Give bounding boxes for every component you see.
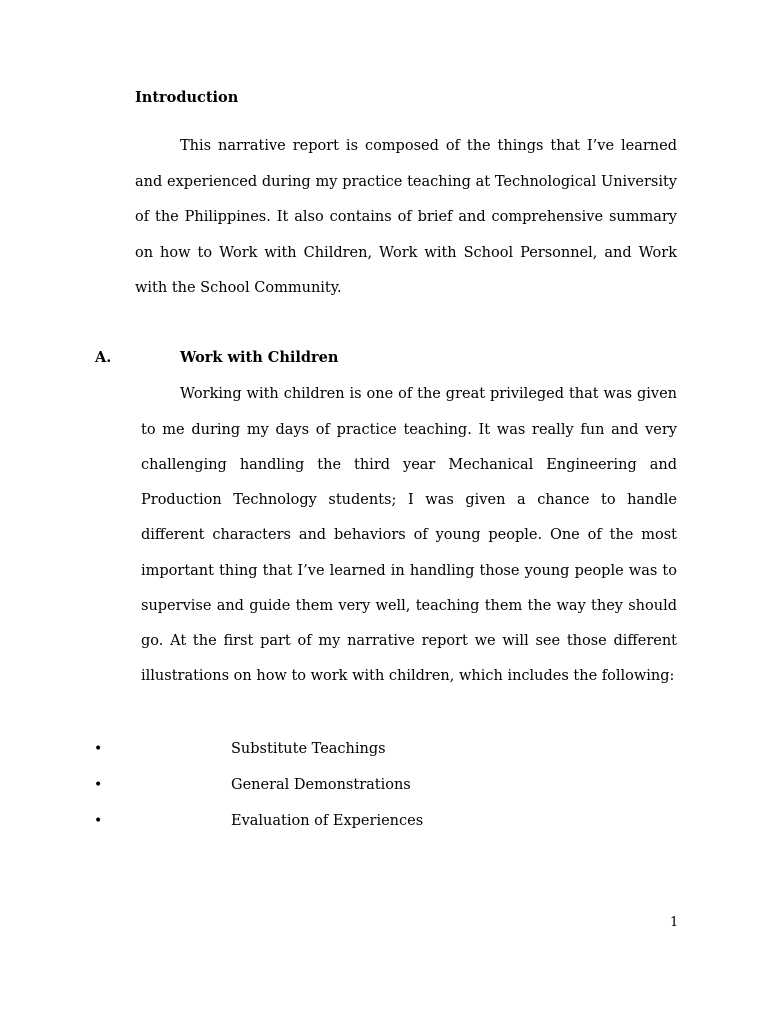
section-a-paragraph-line: to me during my days of practice teaching. It was really fun and very [141,422,677,438]
section-a-paragraph-line: different characters and behaviors of young people. One of the most [141,527,677,543]
intro-paragraph-line: This narrative report is composed of the things that I’ve learned [180,138,677,154]
page-number: 1 [670,915,679,930]
section-a-paragraph-line: supervise and guide them very well, teaching them the way they should [141,598,677,614]
bullet-icon: • [94,741,103,757]
list-item: Substitute Teachings [231,741,386,757]
intro-paragraph-line: on how to Work with Children, Work with School Personnel, and Work [135,245,677,261]
section-a-paragraph-line: illustrations on how to work with children, which includes the following: [141,668,675,684]
section-a-heading: Work with Children [180,349,339,366]
intro-paragraph-line: of the Philippines. It also contains of brief and comprehensive summary [135,209,677,225]
list-item: Evaluation of Experiences [231,813,424,829]
section-a-paragraph-line: Production Technology students; I was given a chance to handle [141,492,677,508]
intro-paragraph-line: with the School Community. [135,280,342,296]
section-a-paragraph-line: go. At the first part of my narrative report we will see those different [141,633,677,649]
list-item: General Demonstrations [231,777,411,793]
section-a-marker: A. [95,349,112,366]
bullet-icon: • [94,813,103,829]
section-a-paragraph-line: challenging handling the third year Mechanical Engineering and [141,457,677,473]
bullet-icon: • [94,777,103,793]
section-a-paragraph-line: Working with children is one of the great privileged that was given [180,386,677,402]
intro-paragraph-line: and experienced during my practice teaching at Technological University [135,174,677,190]
section-a-paragraph-line: important thing that I’ve learned in handling those young people was to [141,563,677,579]
intro-heading: Introduction [135,89,239,106]
